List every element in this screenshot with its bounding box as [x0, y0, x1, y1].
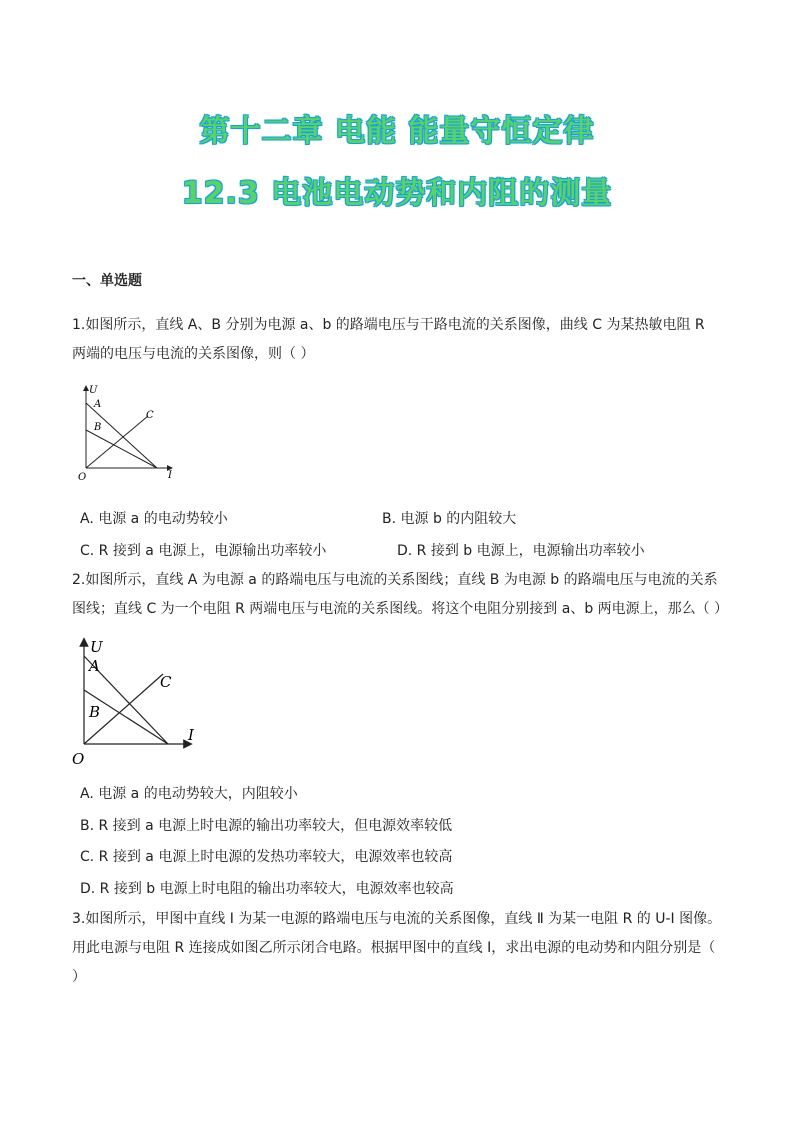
question-2-figure	[70, 632, 210, 770]
question-1-figure	[70, 378, 190, 484]
q2-label-u: U	[90, 638, 103, 656]
question-1-text: 1.如图所示，直线 A、B 分别为电源 a、b 的路端电压与干路电流的关系图像，曲线 C 为某热敏电阻 R 两端的电压与电流的关系图像，则（ ）	[72, 317, 705, 362]
q2-option-d[interactable]: D. R 接到 b 电源上时电阻的输出功率较大，电源效率也较高	[80, 881, 454, 897]
q2-option-b[interactable]: B. R 接到 a 电源上时电源的输出功率较大，但电源效率较低	[80, 818, 453, 834]
q2-label-c: C	[160, 673, 172, 691]
lesson-title: 12.3 电池电动势和内阻的测量	[181, 176, 613, 211]
section-heading: 一、单选题	[72, 273, 142, 289]
q1-label-c: C	[146, 410, 154, 421]
chapter-title: 第十二章 电能 能量守恒定律	[199, 114, 595, 149]
question-2-text: 2.如图所示，直线 A 为电源 a 的路端电压与电流的关系图线；直线 B 为电源 b 的路端电压与电流的关系图线；直线 C 为一个电阻 R 两端电压与电流的关系图线。将这个电阻分别接到 a、b 两电源上，那么（ ）	[72, 572, 729, 617]
q1-option-c[interactable]: C. R 接到 a 电源上，电源输出功率较小	[80, 543, 327, 559]
q1-option-a[interactable]: A. 电源 a 的电动势较小	[80, 511, 228, 527]
q2-label-a: A	[89, 657, 100, 675]
question-3-text: 3.如图所示，甲图中直线 Ⅰ 为某一电源的路端电压与电流的关系图像，直线 Ⅱ 为某一电阻 R 的 U-I 图像。用此电源与电阻 R 连接成如图乙所示闭合电路。根据甲图中的直线 Ⅰ，求出电源的电动势和内阻分别是（ ）	[72, 911, 722, 985]
q2-option-c[interactable]: C. R 接到 a 电源上时电源的发热功率较大，电源效率也较高	[80, 849, 453, 865]
q2-label-o: O	[72, 750, 85, 768]
q2-option-a[interactable]: A. 电源 a 的电动势较大，内阻较小	[80, 786, 298, 802]
q1-option-b[interactable]: B. 电源 b 的内阻较大	[382, 511, 517, 527]
q2-label-i: I	[188, 726, 194, 744]
q2-label-b: B	[89, 703, 101, 721]
q1-label-i: I	[168, 470, 172, 481]
q1-label-u: U	[89, 385, 98, 396]
q1-label-b: B	[94, 422, 102, 433]
q1-label-o: O	[78, 472, 87, 483]
q1-label-a: A	[94, 399, 102, 410]
q1-option-d[interactable]: D. R 接到 b 电源上，电源输出功率较小	[397, 543, 645, 559]
